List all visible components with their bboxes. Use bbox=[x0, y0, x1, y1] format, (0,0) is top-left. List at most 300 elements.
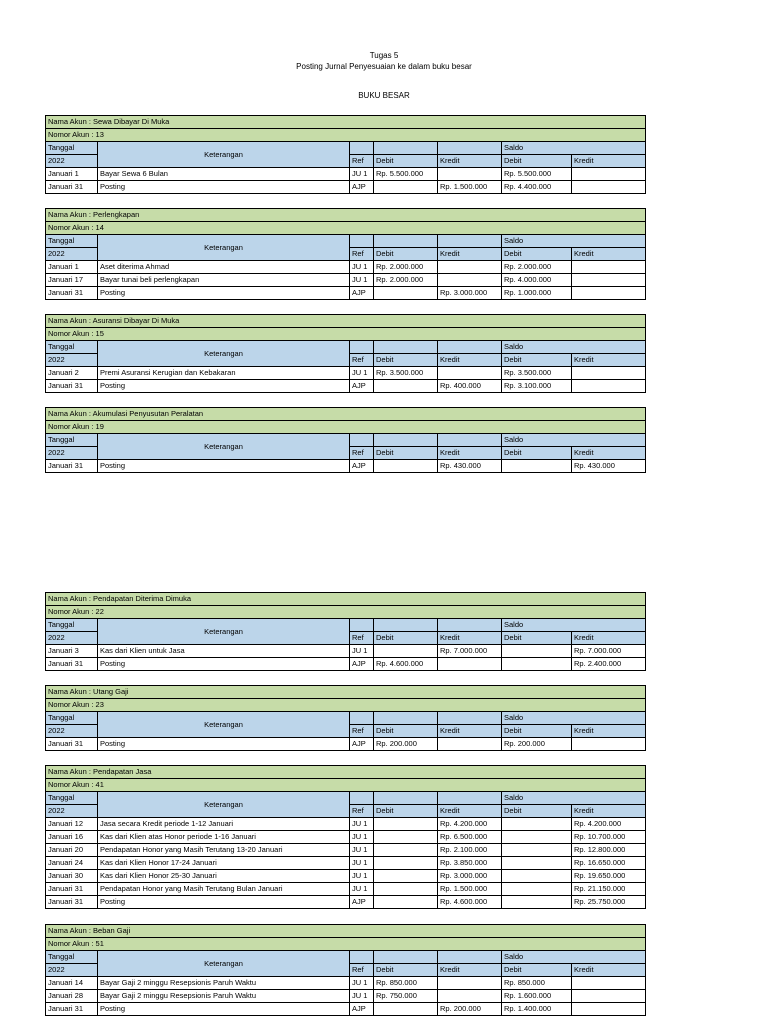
header-saldo: Saldo bbox=[502, 434, 646, 447]
entry-description: Bayar tunai beli perlengkapan bbox=[98, 274, 350, 287]
entry-saldo-kredit bbox=[572, 367, 646, 380]
header-ref: Ref bbox=[350, 725, 374, 738]
header-saldo-kredit: Kredit bbox=[572, 805, 646, 818]
entry-ref: AJP bbox=[350, 896, 374, 909]
entry-saldo-debit: Rp. 2.000.000 bbox=[502, 261, 572, 274]
header-saldo-kredit: Kredit bbox=[572, 632, 646, 645]
entry-kredit: Rp. 1.500.000 bbox=[438, 181, 502, 194]
header-debit-top bbox=[374, 235, 438, 248]
header-ref-top bbox=[350, 434, 374, 447]
header-keterangan: Keterangan bbox=[98, 235, 350, 261]
header-saldo: Saldo bbox=[502, 235, 646, 248]
header-ref: Ref bbox=[350, 447, 374, 460]
entry-date: Januari 12 bbox=[46, 818, 98, 831]
entry-description: Bayar Gaji 2 minggu Resepsionis Paruh Waktu bbox=[98, 990, 350, 1003]
entry-saldo-debit: Rp. 200.000 bbox=[502, 738, 572, 751]
header-tanggal: Tanggal bbox=[46, 792, 98, 805]
entry-saldo-kredit: Rp. 21.150.000 bbox=[572, 883, 646, 896]
header-saldo-kredit: Kredit bbox=[572, 248, 646, 261]
table-row bbox=[46, 1003, 646, 1016]
header-year: 2022 bbox=[46, 725, 98, 738]
account-name: Nama Akun : Perlengkapan bbox=[46, 209, 646, 222]
entry-description: Kas dari Klien Honor 25-30 Januari bbox=[98, 870, 350, 883]
entry-saldo-debit bbox=[502, 460, 572, 473]
header-debit: Debit bbox=[374, 964, 438, 977]
entry-date: Januari 17 bbox=[46, 274, 98, 287]
account-number-row bbox=[46, 222, 646, 235]
header-ref: Ref bbox=[350, 155, 374, 168]
entry-ref: JU 1 bbox=[350, 870, 374, 883]
entry-description: Posting bbox=[98, 287, 350, 300]
header-kredit: Kredit bbox=[438, 248, 502, 261]
entry-saldo-debit bbox=[502, 857, 572, 870]
header-ref-top bbox=[350, 951, 374, 964]
entry-date: Januari 2 bbox=[46, 367, 98, 380]
header-saldo-debit: Debit bbox=[502, 248, 572, 261]
account-name: Nama Akun : Asuransi Dibayar Di Muka bbox=[46, 315, 646, 328]
entry-saldo-kredit: Rp. 25.750.000 bbox=[572, 896, 646, 909]
entry-saldo-kredit bbox=[572, 380, 646, 393]
entry-date: Januari 31 bbox=[46, 658, 98, 671]
header-kredit: Kredit bbox=[438, 155, 502, 168]
header-saldo: Saldo bbox=[502, 619, 646, 632]
entry-saldo-debit: Rp. 5.500.000 bbox=[502, 168, 572, 181]
entry-debit: Rp. 750.000 bbox=[374, 990, 438, 1003]
account-name-row bbox=[46, 315, 646, 328]
entry-saldo-debit bbox=[502, 818, 572, 831]
table-row bbox=[46, 380, 646, 393]
header-ref-top bbox=[350, 341, 374, 354]
entry-debit: Rp. 850.000 bbox=[374, 977, 438, 990]
header-ref: Ref bbox=[350, 632, 374, 645]
header-year: 2022 bbox=[46, 964, 98, 977]
header-ref: Ref bbox=[350, 354, 374, 367]
account-number: Nomor Akun : 41 bbox=[46, 779, 646, 792]
account-number: Nomor Akun : 22 bbox=[46, 606, 646, 619]
table-row bbox=[46, 460, 646, 473]
entry-description: Premi Asuransi Kerugian dan Kebakaran bbox=[98, 367, 350, 380]
entry-date: Januari 31 bbox=[46, 181, 98, 194]
header-tanggal: Tanggal bbox=[46, 951, 98, 964]
entry-saldo-debit: Rp. 850.000 bbox=[502, 977, 572, 990]
entry-ref: JU 1 bbox=[350, 645, 374, 658]
entry-debit: Rp. 3.500.000 bbox=[374, 367, 438, 380]
entry-kredit bbox=[438, 738, 502, 751]
entry-saldo-kredit bbox=[572, 977, 646, 990]
entry-kredit: Rp. 200.000 bbox=[438, 1003, 502, 1016]
ledger-table bbox=[45, 685, 646, 751]
header-kredit: Kredit bbox=[438, 805, 502, 818]
ledger-table bbox=[45, 208, 646, 300]
entry-description: Aset diterima Ahmad bbox=[98, 261, 350, 274]
header-kredit-top bbox=[438, 951, 502, 964]
table-row bbox=[46, 844, 646, 857]
entry-ref: JU 1 bbox=[350, 977, 374, 990]
entry-ref: AJP bbox=[350, 658, 374, 671]
header-keterangan: Keterangan bbox=[98, 434, 350, 460]
ledger-table bbox=[45, 765, 646, 909]
header-ref-top bbox=[350, 235, 374, 248]
table-row bbox=[46, 818, 646, 831]
header-kredit-top bbox=[438, 712, 502, 725]
assignment-title: Tugas 5 bbox=[369, 51, 399, 60]
table-row bbox=[46, 831, 646, 844]
header-tanggal: Tanggal bbox=[46, 712, 98, 725]
entry-kredit: Rp. 3.000.000 bbox=[438, 287, 502, 300]
header-kredit-top bbox=[438, 792, 502, 805]
header-ref-top bbox=[350, 712, 374, 725]
entry-saldo-kredit bbox=[572, 738, 646, 751]
entry-saldo-debit bbox=[502, 831, 572, 844]
header-keterangan: Keterangan bbox=[98, 341, 350, 367]
entry-debit: Rp. 2.000.000 bbox=[374, 274, 438, 287]
entry-ref: AJP bbox=[350, 181, 374, 194]
header-year: 2022 bbox=[46, 447, 98, 460]
entry-kredit: Rp. 4.600.000 bbox=[438, 896, 502, 909]
account-name: Nama Akun : Akumulasi Penyusutan Peralatan bbox=[46, 408, 646, 421]
header-saldo-kredit: Kredit bbox=[572, 447, 646, 460]
entry-ref: JU 1 bbox=[350, 168, 374, 181]
entry-saldo-kredit: Rp. 10.700.000 bbox=[572, 831, 646, 844]
table-row bbox=[46, 181, 646, 194]
entry-debit bbox=[374, 831, 438, 844]
entry-description: Posting bbox=[98, 460, 350, 473]
header-row-1 bbox=[46, 341, 646, 354]
header-tanggal: Tanggal bbox=[46, 341, 98, 354]
table-row bbox=[46, 274, 646, 287]
entry-saldo-kredit: Rp. 2.400.000 bbox=[572, 658, 646, 671]
table-row bbox=[46, 990, 646, 1003]
header-saldo-kredit: Kredit bbox=[572, 964, 646, 977]
header-ref: Ref bbox=[350, 248, 374, 261]
entry-date: Januari 31 bbox=[46, 896, 98, 909]
entry-description: Kas dari Klien Honor 17-24 Januari bbox=[98, 857, 350, 870]
ledger-table bbox=[45, 924, 646, 1016]
header-saldo-kredit: Kredit bbox=[572, 155, 646, 168]
header-debit: Debit bbox=[374, 248, 438, 261]
entry-date: Januari 31 bbox=[46, 738, 98, 751]
account-number: Nomor Akun : 15 bbox=[46, 328, 646, 341]
entry-saldo-kredit bbox=[572, 274, 646, 287]
header-saldo: Saldo bbox=[502, 712, 646, 725]
header-debit-top bbox=[374, 792, 438, 805]
assignment-subtitle: Posting Jurnal Penyesuaian ke dalam buku besar bbox=[296, 62, 472, 71]
header-year: 2022 bbox=[46, 805, 98, 818]
entry-saldo-debit: Rp. 1.600.000 bbox=[502, 990, 572, 1003]
header-row-1 bbox=[46, 142, 646, 155]
entry-debit bbox=[374, 870, 438, 883]
account-name-row bbox=[46, 766, 646, 779]
entry-description: Jasa secara Kredit periode 1-12 Januari bbox=[98, 818, 350, 831]
entry-description: Pendapatan Honor yang Masih Terutang 13-20 Januari bbox=[98, 844, 350, 857]
account-number-row bbox=[46, 938, 646, 951]
table-row bbox=[46, 645, 646, 658]
entry-saldo-kredit: Rp. 16.650.000 bbox=[572, 857, 646, 870]
entry-saldo-debit: Rp. 1.400.000 bbox=[502, 1003, 572, 1016]
header-row-1 bbox=[46, 619, 646, 632]
entry-description: Kas dari Klien atas Honor periode 1-16 Januari bbox=[98, 831, 350, 844]
account-name-row bbox=[46, 209, 646, 222]
header-tanggal: Tanggal bbox=[46, 434, 98, 447]
entry-saldo-kredit: Rp. 7.000.000 bbox=[572, 645, 646, 658]
account-number: Nomor Akun : 19 bbox=[46, 421, 646, 434]
entry-description: Posting bbox=[98, 658, 350, 671]
entry-ref: JU 1 bbox=[350, 990, 374, 1003]
header-saldo-debit: Debit bbox=[502, 632, 572, 645]
entry-saldo-kredit: Rp. 4.200.000 bbox=[572, 818, 646, 831]
header-saldo-debit: Debit bbox=[502, 964, 572, 977]
account-number: Nomor Akun : 23 bbox=[46, 699, 646, 712]
table-row bbox=[46, 857, 646, 870]
entry-debit bbox=[374, 883, 438, 896]
header-kredit: Kredit bbox=[438, 354, 502, 367]
header-saldo: Saldo bbox=[502, 142, 646, 155]
account-name: Nama Akun : Pendapatan Diterima Dimuka bbox=[46, 593, 646, 606]
header-tanggal: Tanggal bbox=[46, 142, 98, 155]
entry-description: Posting bbox=[98, 181, 350, 194]
entry-kredit: Rp. 4.200.000 bbox=[438, 818, 502, 831]
header-keterangan: Keterangan bbox=[98, 142, 350, 168]
header-keterangan: Keterangan bbox=[98, 712, 350, 738]
page-title: BUKU BESAR bbox=[358, 91, 410, 100]
entry-saldo-debit: Rp. 3.500.000 bbox=[502, 367, 572, 380]
entry-debit: Rp. 4.600.000 bbox=[374, 658, 438, 671]
entry-date: Januari 30 bbox=[46, 870, 98, 883]
header-row-1 bbox=[46, 951, 646, 964]
entry-date: Januari 1 bbox=[46, 261, 98, 274]
header-saldo: Saldo bbox=[502, 341, 646, 354]
header-debit: Debit bbox=[374, 155, 438, 168]
entry-saldo-debit bbox=[502, 870, 572, 883]
table-row bbox=[46, 896, 646, 909]
header-debit: Debit bbox=[374, 354, 438, 367]
header-keterangan: Keterangan bbox=[98, 619, 350, 645]
table-row bbox=[46, 883, 646, 896]
account-name-row bbox=[46, 686, 646, 699]
header-saldo-debit: Debit bbox=[502, 725, 572, 738]
header-debit: Debit bbox=[374, 447, 438, 460]
entry-description: Posting bbox=[98, 1003, 350, 1016]
entry-debit bbox=[374, 645, 438, 658]
header-row-1 bbox=[46, 792, 646, 805]
entry-saldo-kredit: Rp. 430.000 bbox=[572, 460, 646, 473]
entry-saldo-kredit bbox=[572, 990, 646, 1003]
header-saldo-debit: Debit bbox=[502, 354, 572, 367]
header-kredit-top bbox=[438, 142, 502, 155]
entry-saldo-kredit bbox=[572, 287, 646, 300]
header-debit-top bbox=[374, 434, 438, 447]
header-saldo-debit: Debit bbox=[502, 155, 572, 168]
entry-ref: JU 1 bbox=[350, 831, 374, 844]
entry-debit bbox=[374, 1003, 438, 1016]
entry-debit bbox=[374, 287, 438, 300]
entry-ref: JU 1 bbox=[350, 844, 374, 857]
entry-kredit: Rp. 3.000.000 bbox=[438, 870, 502, 883]
header-saldo-kredit: Kredit bbox=[572, 354, 646, 367]
entry-debit bbox=[374, 181, 438, 194]
entry-date: Januari 20 bbox=[46, 844, 98, 857]
table-row bbox=[46, 168, 646, 181]
entry-ref: JU 1 bbox=[350, 367, 374, 380]
header-debit: Debit bbox=[374, 632, 438, 645]
header-tanggal: Tanggal bbox=[46, 619, 98, 632]
ledger-table bbox=[45, 314, 646, 393]
header-debit: Debit bbox=[374, 725, 438, 738]
entry-debit bbox=[374, 896, 438, 909]
ledger-table bbox=[45, 407, 646, 473]
entry-ref: JU 1 bbox=[350, 818, 374, 831]
header-kredit: Kredit bbox=[438, 447, 502, 460]
header-ref-top bbox=[350, 792, 374, 805]
header-kredit-top bbox=[438, 619, 502, 632]
entry-ref: AJP bbox=[350, 738, 374, 751]
entry-saldo-debit: Rp. 4.400.000 bbox=[502, 181, 572, 194]
entry-saldo-kredit bbox=[572, 1003, 646, 1016]
entry-saldo-kredit bbox=[572, 261, 646, 274]
account-number: Nomor Akun : 51 bbox=[46, 938, 646, 951]
entry-description: Kas dari Klien untuk Jasa bbox=[98, 645, 350, 658]
entry-description: Bayar Sewa 6 Bulan bbox=[98, 168, 350, 181]
entry-debit bbox=[374, 460, 438, 473]
account-number-row bbox=[46, 779, 646, 792]
header-row-1 bbox=[46, 712, 646, 725]
entry-date: Januari 31 bbox=[46, 883, 98, 896]
entry-debit bbox=[374, 818, 438, 831]
table-row bbox=[46, 738, 646, 751]
header-ref: Ref bbox=[350, 964, 374, 977]
account-name-row bbox=[46, 116, 646, 129]
header-saldo: Saldo bbox=[502, 792, 646, 805]
header-keterangan: Keterangan bbox=[98, 792, 350, 818]
entry-kredit bbox=[438, 168, 502, 181]
header-ref-top bbox=[350, 619, 374, 632]
entry-debit bbox=[374, 380, 438, 393]
entry-ref: AJP bbox=[350, 1003, 374, 1016]
header-saldo: Saldo bbox=[502, 951, 646, 964]
entry-ref: AJP bbox=[350, 460, 374, 473]
entry-saldo-debit bbox=[502, 844, 572, 857]
header-kredit: Kredit bbox=[438, 725, 502, 738]
header-keterangan: Keterangan bbox=[98, 951, 350, 977]
header-kredit-top bbox=[438, 235, 502, 248]
entry-kredit: Rp. 430.000 bbox=[438, 460, 502, 473]
account-number: Nomor Akun : 13 bbox=[46, 129, 646, 142]
entry-saldo-kredit bbox=[572, 181, 646, 194]
entry-kredit bbox=[438, 977, 502, 990]
entry-debit bbox=[374, 857, 438, 870]
account-number-row bbox=[46, 328, 646, 341]
account-name-row bbox=[46, 408, 646, 421]
entry-kredit: Rp. 1.500.000 bbox=[438, 883, 502, 896]
header-row-1 bbox=[46, 235, 646, 248]
entry-date: Januari 31 bbox=[46, 287, 98, 300]
header-tanggal: Tanggal bbox=[46, 235, 98, 248]
entry-description: Bayar Gaji 2 minggu Resepsionis Paruh Waktu bbox=[98, 977, 350, 990]
entry-debit: Rp. 5.500.000 bbox=[374, 168, 438, 181]
entry-date: Januari 3 bbox=[46, 645, 98, 658]
entry-saldo-debit bbox=[502, 658, 572, 671]
entry-date: Januari 31 bbox=[46, 460, 98, 473]
account-name: Nama Akun : Sewa Dibayar Di Muka bbox=[46, 116, 646, 129]
account-name: Nama Akun : Beban Gaji bbox=[46, 925, 646, 938]
header-debit-top bbox=[374, 341, 438, 354]
entry-kredit: Rp. 6.500.000 bbox=[438, 831, 502, 844]
entry-date: Januari 28 bbox=[46, 990, 98, 1003]
entry-ref: AJP bbox=[350, 287, 374, 300]
entry-kredit: Rp. 400.000 bbox=[438, 380, 502, 393]
account-number-row bbox=[46, 606, 646, 619]
header-kredit: Kredit bbox=[438, 964, 502, 977]
entry-saldo-debit bbox=[502, 896, 572, 909]
entry-kredit: Rp. 2.100.000 bbox=[438, 844, 502, 857]
table-row bbox=[46, 870, 646, 883]
entry-saldo-kredit: Rp. 12.800.000 bbox=[572, 844, 646, 857]
table-row bbox=[46, 287, 646, 300]
table-row bbox=[46, 658, 646, 671]
entry-description: Posting bbox=[98, 380, 350, 393]
entry-date: Januari 31 bbox=[46, 1003, 98, 1016]
entry-saldo-debit: Rp. 3.100.000 bbox=[502, 380, 572, 393]
header-debit-top bbox=[374, 619, 438, 632]
account-number-row bbox=[46, 421, 646, 434]
entry-date: Januari 31 bbox=[46, 380, 98, 393]
header-kredit: Kredit bbox=[438, 632, 502, 645]
header-year: 2022 bbox=[46, 632, 98, 645]
entry-date: Januari 1 bbox=[46, 168, 98, 181]
entry-saldo-debit bbox=[502, 883, 572, 896]
entry-kredit bbox=[438, 274, 502, 287]
account-name-row bbox=[46, 593, 646, 606]
header-debit-top bbox=[374, 142, 438, 155]
header-year: 2022 bbox=[46, 354, 98, 367]
table-row bbox=[46, 261, 646, 274]
entry-ref: JU 1 bbox=[350, 883, 374, 896]
header-row-1 bbox=[46, 434, 646, 447]
entry-kredit: Rp. 7.000.000 bbox=[438, 645, 502, 658]
entry-saldo-kredit bbox=[572, 168, 646, 181]
entry-date: Januari 24 bbox=[46, 857, 98, 870]
entry-ref: JU 1 bbox=[350, 274, 374, 287]
entry-saldo-kredit: Rp. 19.650.000 bbox=[572, 870, 646, 883]
entry-description: Pendapatan Honor yang Masih Terutang Bulan Januari bbox=[98, 883, 350, 896]
entry-saldo-debit: Rp. 4.000.000 bbox=[502, 274, 572, 287]
header-debit: Debit bbox=[374, 805, 438, 818]
entry-kredit bbox=[438, 658, 502, 671]
entry-debit: Rp. 2.000.000 bbox=[374, 261, 438, 274]
entry-kredit bbox=[438, 261, 502, 274]
header-kredit-top bbox=[438, 434, 502, 447]
header-saldo-debit: Debit bbox=[502, 447, 572, 460]
entry-ref: JU 1 bbox=[350, 261, 374, 274]
entry-kredit bbox=[438, 367, 502, 380]
ledger-table bbox=[45, 115, 646, 194]
header-debit-top bbox=[374, 712, 438, 725]
account-number-row bbox=[46, 699, 646, 712]
header-year: 2022 bbox=[46, 155, 98, 168]
ledger-table bbox=[45, 592, 646, 671]
entry-ref: AJP bbox=[350, 380, 374, 393]
header-year: 2022 bbox=[46, 248, 98, 261]
account-name-row bbox=[46, 925, 646, 938]
account-name: Nama Akun : Pendapatan Jasa bbox=[46, 766, 646, 779]
entry-kredit bbox=[438, 990, 502, 1003]
header-kredit-top bbox=[438, 341, 502, 354]
entry-date: Januari 16 bbox=[46, 831, 98, 844]
entry-debit bbox=[374, 844, 438, 857]
entry-kredit: Rp. 3.850.000 bbox=[438, 857, 502, 870]
entry-date: Januari 14 bbox=[46, 977, 98, 990]
header-saldo-kredit: Kredit bbox=[572, 725, 646, 738]
